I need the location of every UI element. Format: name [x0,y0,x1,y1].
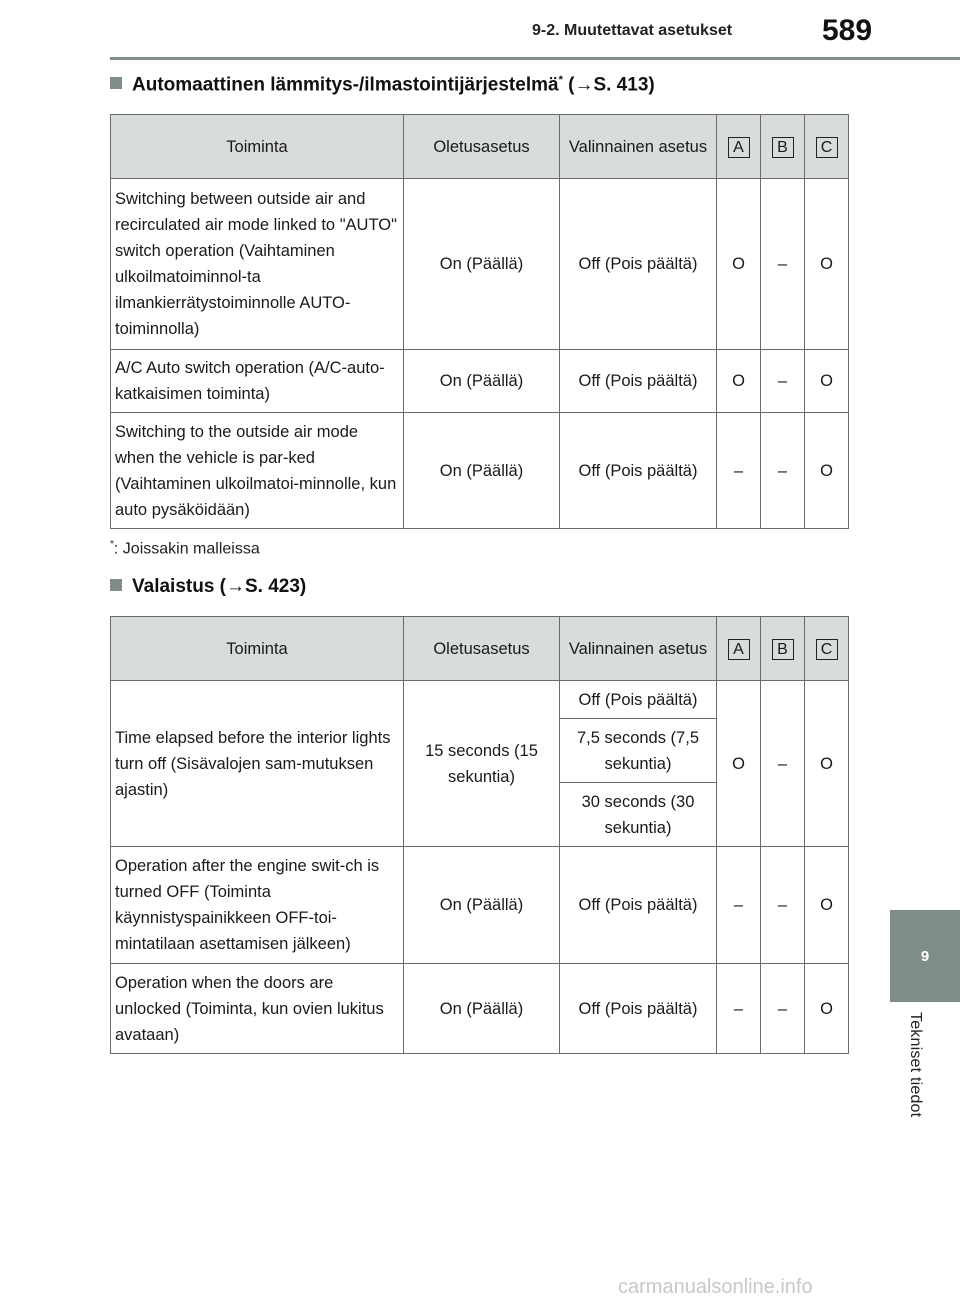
chapter-tab: 9 [890,910,960,1002]
row-c: O [805,964,849,1054]
col-c: C [805,115,849,179]
row-b: – [761,847,805,964]
row-c: O [805,350,849,413]
row-b: – [761,179,805,350]
row-optional: Off (Pois päältä) [560,179,717,350]
col-a: A [717,115,761,179]
row-c: O [805,847,849,964]
row-default: On (Päällä) [404,847,560,964]
lighting-settings-table [110,616,849,1054]
watermark: carmanualsonline.info [618,1276,813,1298]
row-b: – [761,681,805,847]
col-b: B [761,115,805,179]
page-number: 589 [822,14,873,47]
col-default: Oletusasetus [404,115,560,179]
chapter-label: Tekniset tiedot [907,1012,924,1118]
table-row [111,681,849,719]
section2-page-ref: (→S. 423) [219,576,307,597]
row-optional: Off (Pois päältä) [560,964,717,1054]
section-heading: 9-2. Muutettavat asetukset [532,22,733,39]
footnote: *: Joissakin malleissa [110,539,260,558]
col-default: Oletusasetus [404,617,560,681]
row-b: – [761,350,805,413]
col-a: A [717,617,761,681]
row-option: Off (Pois päältä) [560,681,717,719]
row-a: – [717,413,761,529]
row-b: – [761,413,805,529]
col-b: B [761,617,805,681]
row-default: On (Päällä) [404,964,560,1054]
row-function: Switching between outside air and recirculated air mode linked to "AUTO" switch operation (Vaihtaminen ulkoilmatoiminnol-ta ilmankierrätystoiminnolle AUTO-toiminnolla) [111,179,404,350]
row-optional: Off (Pois päältä) [560,847,717,964]
col-optional: Valinnainen asetus [560,115,717,179]
row-function: Operation when the doors are unlocked (Toiminta, kun ovien lukitus avataan) [111,964,404,1054]
table-row [111,847,849,964]
row-option: 7,5 seconds (7,5 sekuntia) [560,719,717,783]
col-function: Toiminta [111,617,404,681]
row-default: On (Päällä) [404,350,560,413]
table-row [111,350,849,413]
section1-page-ref: (→S. 413) [568,74,655,96]
row-function: A/C Auto switch operation (A/C-auto-katkaisimen toiminta) [111,350,404,413]
row-a: O [717,350,761,413]
table-row [111,179,849,350]
col-function: Toiminta [111,115,404,179]
row-a: O [717,681,761,847]
table-row [111,964,849,1054]
row-b: – [761,964,805,1054]
row-a: – [717,847,761,964]
row-function: Operation after the engine swit-ch is turned OFF (Toiminta käynnistyspainikkeen OFF-toi-mintatilaan asettamisen jälkeen) [111,847,404,964]
square-bullet-icon [110,77,122,89]
table-header-row [111,115,849,179]
row-a: – [717,964,761,1054]
col-c: C [805,617,849,681]
row-optional: Off (Pois päältä) [560,413,717,529]
section2-title: Valaistus (→S. 423) [110,576,306,598]
climate-settings-table [110,114,849,529]
header-rule [110,57,960,60]
row-function: Switching to the outside air mode when the vehicle is par-ked (Vaihtaminen ulkoilmatoi-minnolle, kun auto pysäköidään) [111,413,404,529]
row-function: Time elapsed before the interior lights turn off (Sisävalojen sam-mutuksen ajastin) [111,681,404,847]
row-default: On (Päällä) [404,179,560,350]
table-header-row [111,617,849,681]
row-default: 15 seconds (15 sekuntia) [404,681,560,847]
row-a: O [717,179,761,350]
section1-title: Automaattinen lämmitys-/ilmastointijärjestelmä* (→S. 413) [110,74,655,96]
col-optional: Valinnainen asetus [560,617,717,681]
table-row [111,413,849,529]
row-option: 30 seconds (30 sekuntia) [560,783,717,847]
row-c: O [805,179,849,350]
row-c: O [805,413,849,529]
row-optional: Off (Pois päältä) [560,350,717,413]
row-c: O [805,681,849,847]
row-default: On (Päällä) [404,413,560,529]
square-bullet-icon [110,579,122,591]
